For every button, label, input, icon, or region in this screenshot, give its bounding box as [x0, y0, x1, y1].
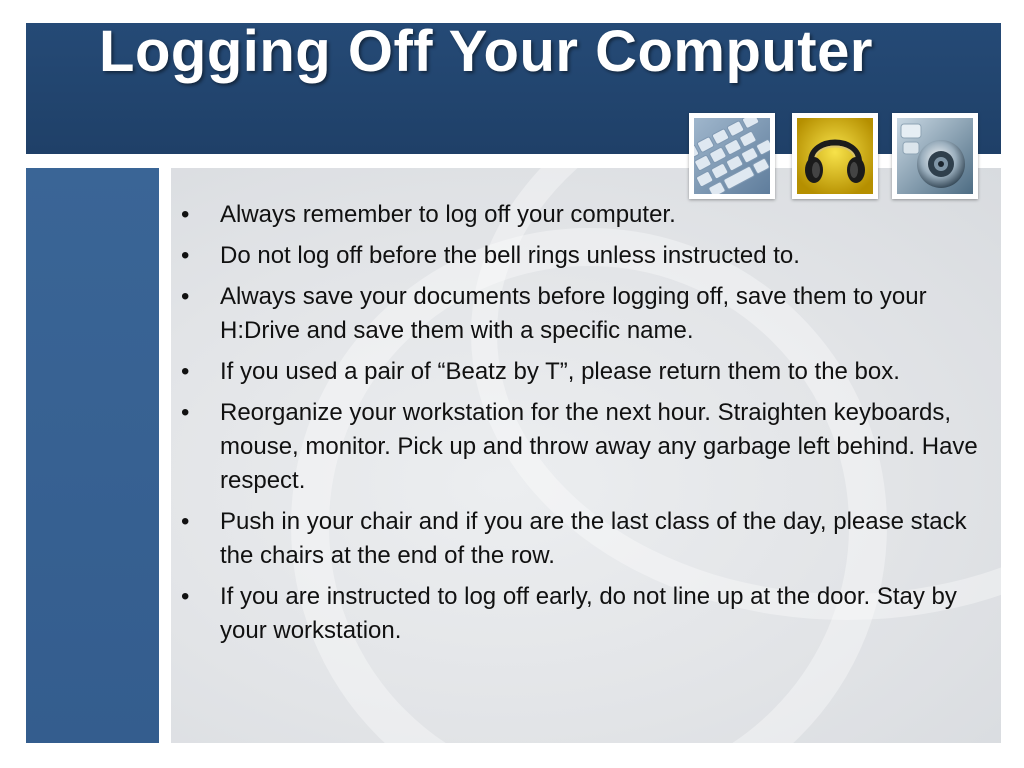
- content-panel: [171, 168, 1001, 743]
- bullet-marker: •: [181, 358, 190, 385]
- bullet-marker: •: [181, 283, 190, 310]
- bullet-marker: •: [181, 201, 190, 228]
- keyboard-icon: [694, 118, 770, 194]
- keyboard-image: [689, 113, 775, 199]
- list-item: [181, 396, 981, 498]
- slide-title: Logging Off Your Computer: [99, 19, 873, 84]
- bullet-text: Reorganize your workstation for the next hour. Straighten keyboards, mouse, monitor. Pick up and throw away any garbage left behind. Have respect.: [220, 399, 978, 494]
- bullet-marker: •: [181, 242, 190, 269]
- bullet-text: Always remember to log off your computer.: [220, 201, 676, 228]
- speaker-icon: [897, 118, 973, 194]
- bullet-marker: •: [181, 399, 190, 426]
- list-item: [181, 239, 981, 273]
- bullet-text: If you are instructed to log off early, do not line up at the door. Stay by your workstation.: [220, 583, 957, 644]
- list-item: [181, 198, 981, 232]
- left-accent-bar: [26, 168, 159, 743]
- speaker-image: [892, 113, 978, 199]
- list-item: [181, 280, 981, 348]
- bullet-text: Always save your documents before logging off, save them to your H:Drive and save them with a specific name.: [220, 283, 927, 344]
- headphones-icon: [797, 118, 873, 194]
- list-item: [181, 505, 981, 573]
- headphones-image: [792, 113, 878, 199]
- list-item: [181, 580, 981, 648]
- list-item: [181, 355, 981, 389]
- bullet-text: Do not log off before the bell rings unless instructed to.: [220, 242, 800, 269]
- bullet-text: If you used a pair of “Beatz by T”, please return them to the box.: [220, 358, 900, 385]
- bullet-text: Push in your chair and if you are the last class of the day, please stack the chairs at the end of the row.: [220, 508, 967, 569]
- bullet-list: [181, 198, 981, 655]
- bullet-marker: •: [181, 508, 190, 535]
- bullet-marker: •: [181, 583, 190, 610]
